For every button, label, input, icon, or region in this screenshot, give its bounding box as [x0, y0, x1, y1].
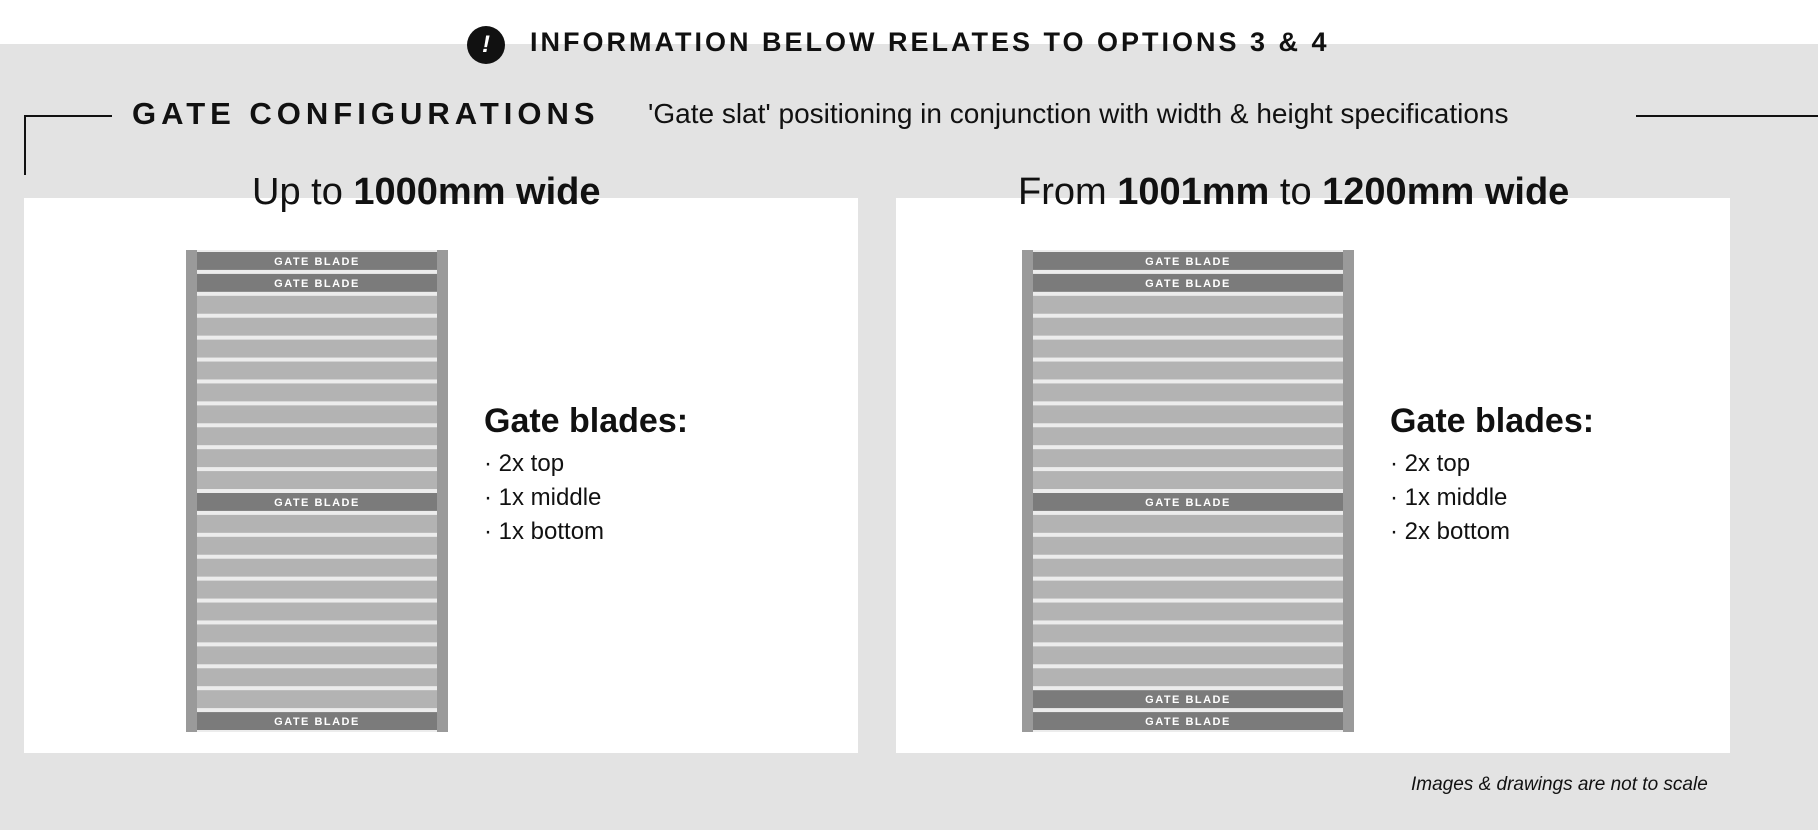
- info-item: · 1x middle: [484, 484, 602, 511]
- gate-slat: [1033, 405, 1343, 423]
- gate-slat: [197, 537, 437, 555]
- heading-bold: 1000mm wide: [353, 171, 601, 213]
- heading-prefix: From: [1018, 171, 1118, 213]
- gate-slat: [1033, 668, 1343, 686]
- gate-slat: [197, 449, 437, 467]
- frame-line-left-vertical: [24, 115, 26, 175]
- gate-slat: [197, 624, 437, 642]
- gate-slat: [1033, 581, 1343, 599]
- gate-slat: [197, 471, 437, 489]
- gate-blade-label: GATE BLADE: [1145, 496, 1231, 509]
- info-item: · 2x top: [1390, 450, 1471, 477]
- info-title: Gate blades:: [1390, 402, 1595, 440]
- heading-prefix: Up to: [252, 171, 354, 213]
- gate-slat: [197, 340, 437, 358]
- gate-slat: [197, 362, 437, 380]
- info-item: · 1x bottom: [484, 518, 605, 545]
- gate-slat: [1033, 471, 1343, 489]
- blade-info: [1390, 402, 1594, 549]
- gate-slat: [1033, 537, 1343, 555]
- gate-diagram-1200mm: [1022, 250, 1354, 732]
- gate-slat: [1033, 427, 1343, 445]
- gate-slat: [1033, 559, 1343, 577]
- info-title: Gate blades:: [484, 402, 689, 440]
- gate-slat: [1033, 383, 1343, 401]
- heading-mid: to: [1269, 171, 1323, 213]
- gate-blade-label: GATE BLADE: [1145, 694, 1231, 707]
- gate-slat: [197, 515, 437, 533]
- gate-slat: [197, 559, 437, 577]
- gate-slat: [1033, 624, 1343, 642]
- gate-slat: [1033, 362, 1343, 380]
- gate-slat: [197, 318, 437, 336]
- gate-blade-label: GATE BLADE: [1145, 716, 1231, 729]
- info-item: · 2x bottom: [1390, 518, 1511, 545]
- info-item: · 2x top: [484, 450, 565, 477]
- gate-slat: [1033, 296, 1343, 314]
- gate-slat: [1033, 340, 1343, 358]
- gate-slat: [197, 668, 437, 686]
- gate-blade-label: GATE BLADE: [274, 277, 360, 290]
- gate-slat: [197, 690, 437, 708]
- gate-slat: [1033, 318, 1343, 336]
- gate-slat: [1033, 603, 1343, 621]
- gate-slat: [197, 603, 437, 621]
- exclamation-icon: !: [467, 26, 505, 64]
- gate-blade-label: GATE BLADE: [1145, 277, 1231, 290]
- frame-line-right: [1636, 115, 1818, 117]
- notice-text: INFORMATION BELOW RELATES TO OPTIONS 3 & 4: [530, 27, 1330, 57]
- section-subtitle: 'Gate slat' positioning in conjunction with width & height specifications: [648, 98, 1509, 129]
- gate-diagram-1000mm: [186, 250, 448, 732]
- info-item: · 1x middle: [1390, 484, 1508, 511]
- heading-bold: 1001mm: [1117, 171, 1270, 213]
- footnote: Images & drawings are not to scale: [1411, 774, 1708, 795]
- gate-slat: [197, 405, 437, 423]
- heading-bold-2: 1200mm wide: [1322, 171, 1570, 213]
- config-heading: [1018, 171, 1569, 214]
- frame-line-left: [24, 115, 112, 117]
- gate-slat: [197, 383, 437, 401]
- gate-slat: [197, 427, 437, 445]
- gate-blade-label: GATE BLADE: [1145, 255, 1231, 268]
- gate-blade-label: GATE BLADE: [274, 716, 360, 729]
- gate-slat: [1033, 646, 1343, 664]
- gate-slat: [197, 646, 437, 664]
- blade-info: [484, 402, 688, 549]
- gate-slat: [1033, 449, 1343, 467]
- gate-blade-label: GATE BLADE: [274, 496, 360, 509]
- gate-slat: [197, 296, 437, 314]
- gate-slat: [197, 581, 437, 599]
- config-heading: [252, 171, 601, 214]
- gate-slat: [1033, 515, 1343, 533]
- section-title: GATE CONFIGURATIONS: [132, 96, 600, 131]
- gate-blade-label: GATE BLADE: [274, 255, 360, 268]
